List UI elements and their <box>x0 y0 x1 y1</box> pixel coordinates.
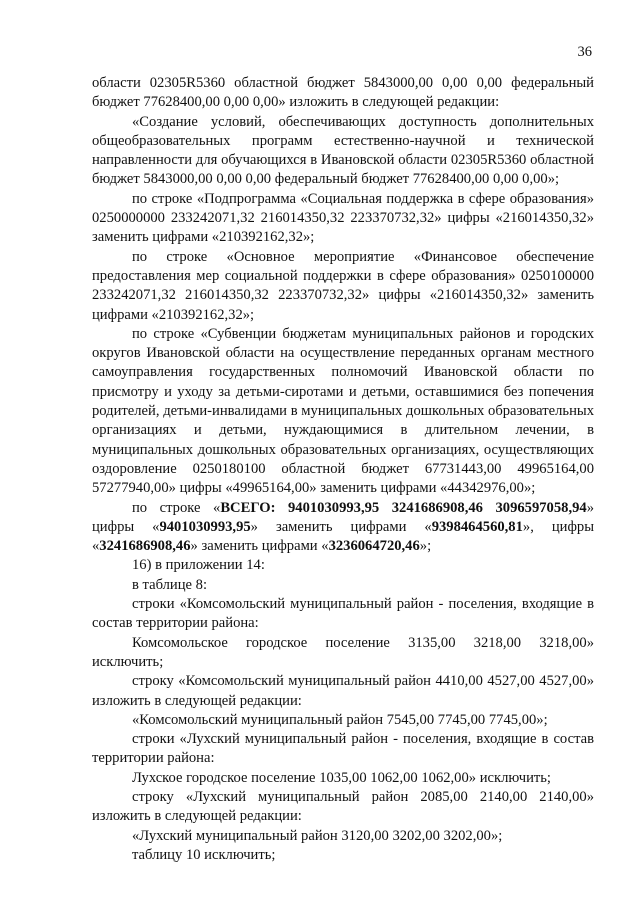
text-segment: »; <box>419 538 432 555</box>
text-segment: по строке «Основное мероприятие «Финансовое обеспечение предоставления мер социальной поддержки в сфере образования» 0250100000 233242071,32 216014350,32 223370732,32» цифры «216014350,32» заменить цифрами «210392162,32»; <box>92 248 594 323</box>
paragraph <box>92 556 594 575</box>
text-segment: » цифры « <box>92 499 594 535</box>
text-segment: в таблице 8: <box>132 576 208 593</box>
text-segment: Комсомольское городское поселение 3135,00 3218,00 3218,00» исключить; <box>92 634 594 670</box>
paragraph <box>92 846 594 865</box>
bold-text: 9401030993,95 <box>159 518 251 535</box>
text-segment: » заменить цифрами « <box>190 538 329 555</box>
text-segment: по строке «Подпрограмма «Социальная поддержка в сфере образования» 0250000000 233242071,32 216014350,32 223370732,32» цифры «216014350,32» заменить цифрами «210392162,32»; <box>92 190 594 246</box>
page-number: 36 <box>577 44 592 60</box>
paragraph <box>92 74 594 113</box>
paragraph <box>92 190 594 248</box>
text-segment: строки «Лухский муниципальный район - поселения, входящие в состав территории района: <box>92 731 594 767</box>
paragraph <box>92 499 594 557</box>
paragraph <box>92 113 594 190</box>
text-segment: «Создание условий, обеспечивающих доступность дополнительных общеобразовательных программ естественно-научной и технической направленности для обучающихся в Ивановской области 02305R5360 областной бюджет 5843000,00 0,00 0,00 федеральный бюджет 77628400,00 0,00 0,00»; <box>92 113 594 188</box>
paragraph <box>92 634 594 673</box>
paragraph <box>92 595 594 634</box>
paragraph <box>92 248 594 325</box>
text-segment: области 02305R5360 областной бюджет 5843000,00 0,00 0,00 федеральный бюджет 77628400,00 0,00 0,00» изложить в следующей редакции: <box>92 75 594 111</box>
text-segment: «Комсомольский муниципальный район 7545,00 7745,00 7745,00»; <box>132 711 548 728</box>
paragraph <box>92 711 594 730</box>
paragraph <box>92 730 594 769</box>
paragraph <box>92 788 594 827</box>
bold-text: 3236064720,46 <box>328 538 420 555</box>
text-segment: «Лухский муниципальный район 3120,00 3202,00 3202,00»; <box>132 827 503 844</box>
text-segment: по строке «Субвенции бюджетам муниципальных районов и городских округов Ивановской области на осуществление переданных органам местного самоуправления государственных полномочий Ивановской области по присмотру и уходу за детьми-сиротами и детьми, оставшимися без попечения родителей, детьми-инвалидами в муниципальных дошкольных образовательных организациях и детьми, нуждающимися в длительном лечении, в муниципальных дошкольных образовательных организациях, осуществляющих оздоровление 0250180100 областной бюджет 67731443,00 49965164,00 57277940,00» цифры «49965164,00» заменить цифрами «44342976,00»; <box>92 325 594 497</box>
text-segment: строку «Лухский муниципальный район 2085,00 2140,00 2140,00» изложить в следующей редакции: <box>92 788 594 825</box>
bold-text: 3241686908,46 <box>99 538 191 555</box>
text-segment: таблицу 10 исключить; <box>132 846 276 863</box>
paragraph <box>92 827 594 846</box>
text-segment: по строке « <box>132 499 221 516</box>
bold-text: ВСЕГО: 9401030993,95 3241686908,46 3096597058,94 <box>220 499 587 516</box>
text-segment: строку «Комсомольский муниципальный район 4410,00 4527,00 4527,00» изложить в следующей редакции: <box>92 673 594 709</box>
text-segment: строки «Комсомольский муниципальный район - поселения, входящие в состав территории района: <box>92 596 594 632</box>
bold-text: 9398464560,81 <box>431 518 523 535</box>
paragraph <box>92 325 594 499</box>
document-body <box>92 74 594 865</box>
text-segment: », цифры « <box>92 518 594 555</box>
text-segment: » заменить цифрами « <box>250 518 432 535</box>
paragraph <box>92 769 594 788</box>
paragraph <box>92 672 594 711</box>
text-segment: 16) в приложении 14: <box>132 557 265 574</box>
paragraph <box>92 576 594 595</box>
text-segment: Лухское городское поселение 1035,00 1062,00 1062,00» исключить; <box>132 769 551 786</box>
